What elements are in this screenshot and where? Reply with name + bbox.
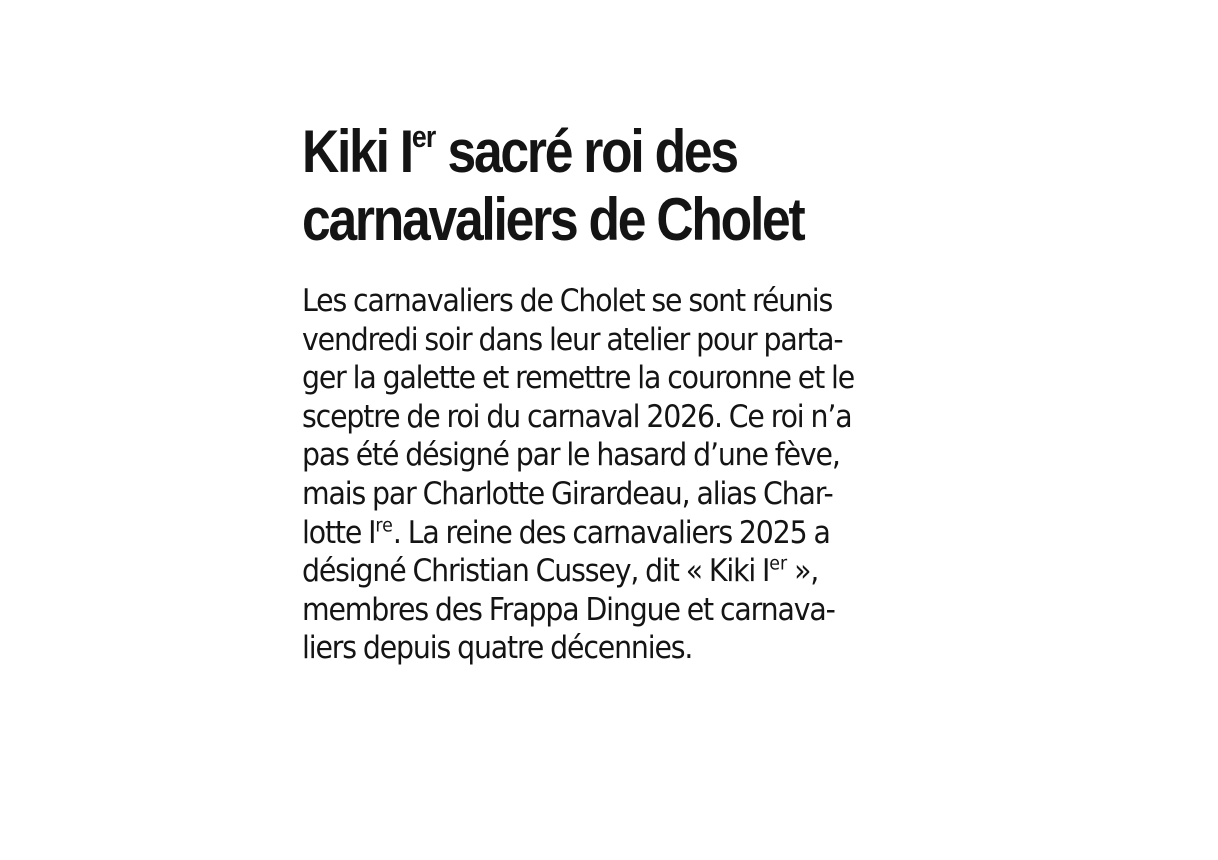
body-line-6: mais par Charlotte Girardeau, alias Char- [302,475,833,512]
body-line-8-end: », [787,553,819,590]
body-line-1: Les carnavaliers de Cholet se sont réunis [302,283,833,319]
body-line-7-start: lotte I [302,514,376,551]
body-line-8-start: désigné Christian Cussey, dit « Kiki I [302,553,770,590]
body-line-2: vendredi soir dans leur atelier pour parta- [302,321,843,358]
body-line-8-superscript: er [769,552,788,575]
headline-superscript: er [411,119,436,154]
body-line-3: ger la galette et remettre la couronne et le [302,360,855,397]
body-line-7 [302,514,979,553]
headline-line-1 [302,118,973,186]
article-headline [302,118,973,254]
body-line-5: pas été désigné par le hasard d’une fève, [302,437,840,474]
body-line-7-end: . La reine des carnavaliers 2025 a [392,514,830,551]
body-line-9: membres des Frappa Dingue et carnava- [302,591,835,628]
body-line-4: sceptre de roi du carnaval 2026. Ce roi n’a [302,398,852,435]
headline-line-2: carnavaliers de Cholet [302,186,804,253]
body-line-10: liers depuis quatre décennies. [302,630,693,667]
body-line-7-superscript: re [375,514,393,537]
article-body [302,282,979,668]
headline-line-1-start: Kiki I [302,118,412,185]
body-line-8 [302,552,979,591]
headline-line-1-end: sacré roi des [435,118,737,185]
news-article [302,118,1002,668]
